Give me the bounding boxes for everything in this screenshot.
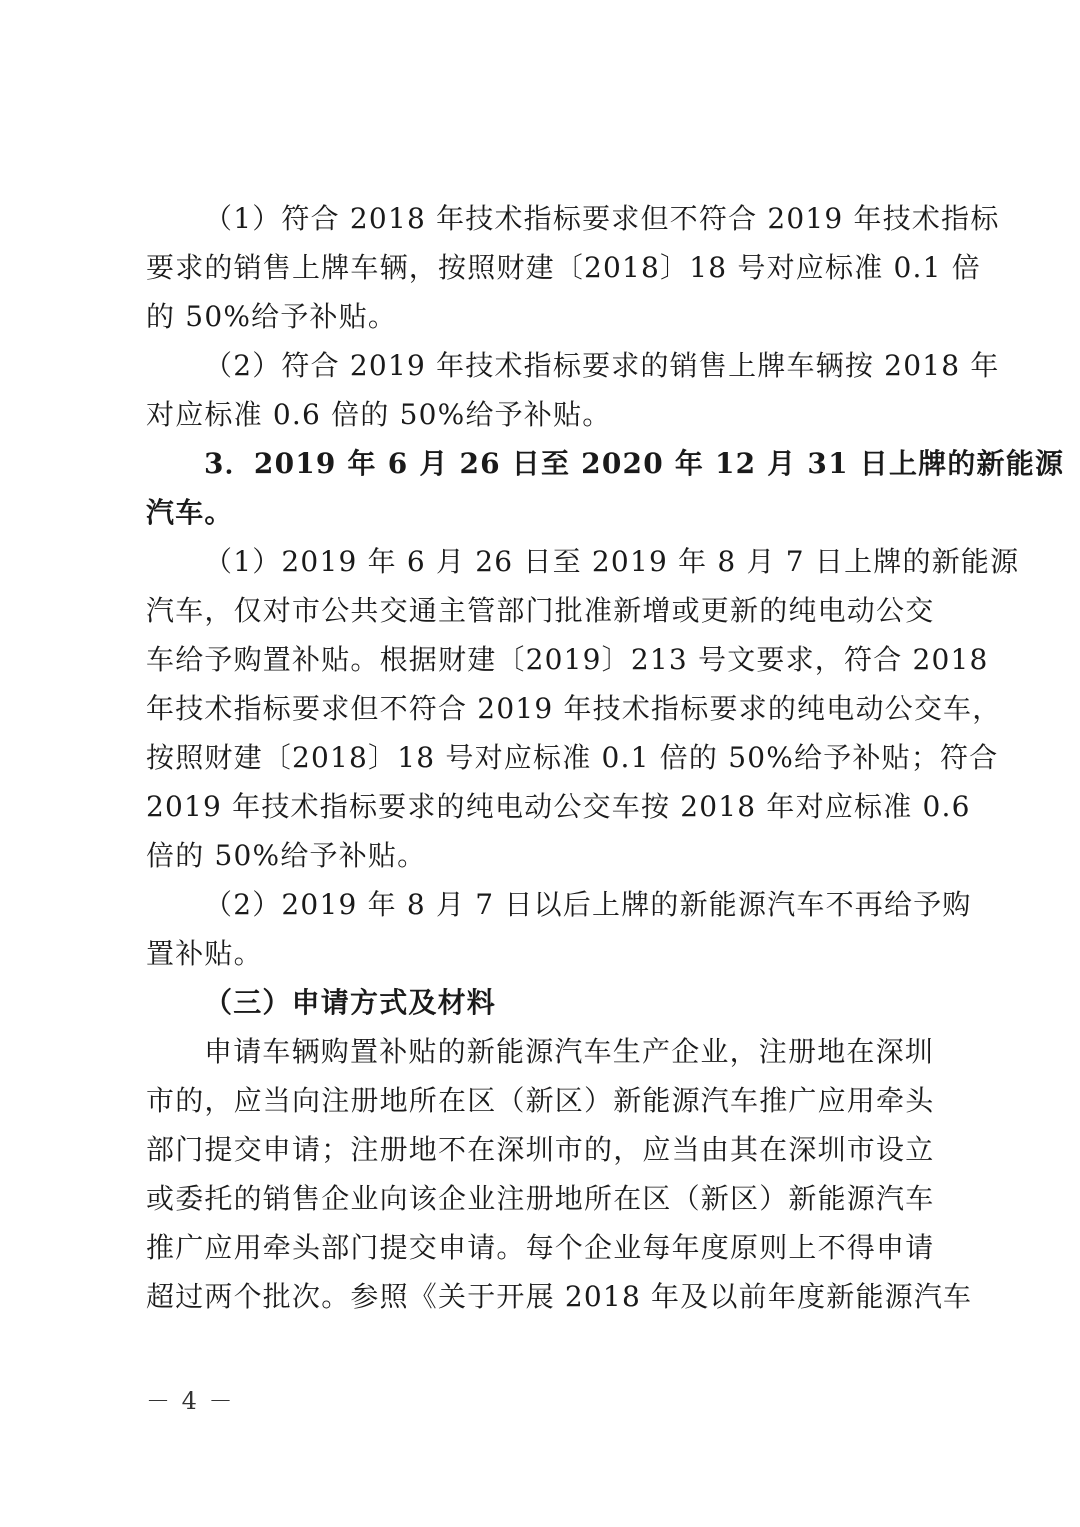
heading-line: 汽车。 [146,496,234,529]
text-line: （1）符合 2018 年技术指标要求但不符合 2019 年技术指标 [204,202,1000,235]
text-line: 申请车辆购置补贴的新能源汽车生产企业，注册地在深圳 [204,1035,935,1068]
text-line: （2）2019 年 8 月 7 日以后上牌的新能源汽车不再给予购 [204,888,972,921]
heading-line: 3．2019 年 6 月 26 日至 2020 年 12 月 31 日上牌的新能源 [204,447,1065,480]
text-line: 的 50%给予补贴。 [146,300,398,333]
text-line: 2019 年技术指标要求的纯电动公交车按 2018 年对应标准 0.6 [146,790,971,823]
text-line: 车给予购置补贴。根据财建〔2019〕213 号文要求，符合 2018 [146,643,989,676]
text-line: 市的，应当向注册地所在区（新区）新能源汽车推广应用牵头 [146,1084,935,1117]
text-line: 部门提交申请；注册地不在深圳市的，应当由其在深圳市设立 [146,1133,935,1166]
text-line: （1）2019 年 6 月 26 日至 2019 年 8 月 7 日上牌的新能源 [204,545,1020,578]
document-body [146,194,1065,1321]
text-line: 汽车，仅对市公共交通主管部门批准新增或更新的纯电动公交 [146,594,935,627]
text-line: 超过两个批次。参照《关于开展 2018 年及以前年度新能源汽车 [146,1280,973,1313]
text-line: 置补贴。 [146,937,263,970]
text-line: 或委托的销售企业向该企业注册地所在区（新区）新能源汽车 [146,1182,935,1215]
text-line: 推广应用牵头部门提交申请。每个企业每年度原则上不得申请 [146,1231,935,1264]
text-line: 倍的 50%给予补贴。 [146,839,427,872]
text-line: （2）符合 2019 年技术指标要求的销售上牌车辆按 2018 年 [204,349,1000,382]
page-number: － 4 － [146,1387,235,1415]
text-line: 对应标准 0.6 倍的 50%给予补贴。 [146,398,612,431]
text-line: 要求的销售上牌车辆，按照财建〔2018〕18 号对应标准 0.1 倍 [146,251,981,284]
heading-line: （三）申请方式及材料 [204,986,497,1019]
text-line: 按照财建〔2018〕18 号对应标准 0.1 倍的 50%给予补贴；符合 [146,741,999,774]
text-line: 年技术指标要求但不符合 2019 年技术指标要求的纯电动公交车， [146,692,1002,725]
